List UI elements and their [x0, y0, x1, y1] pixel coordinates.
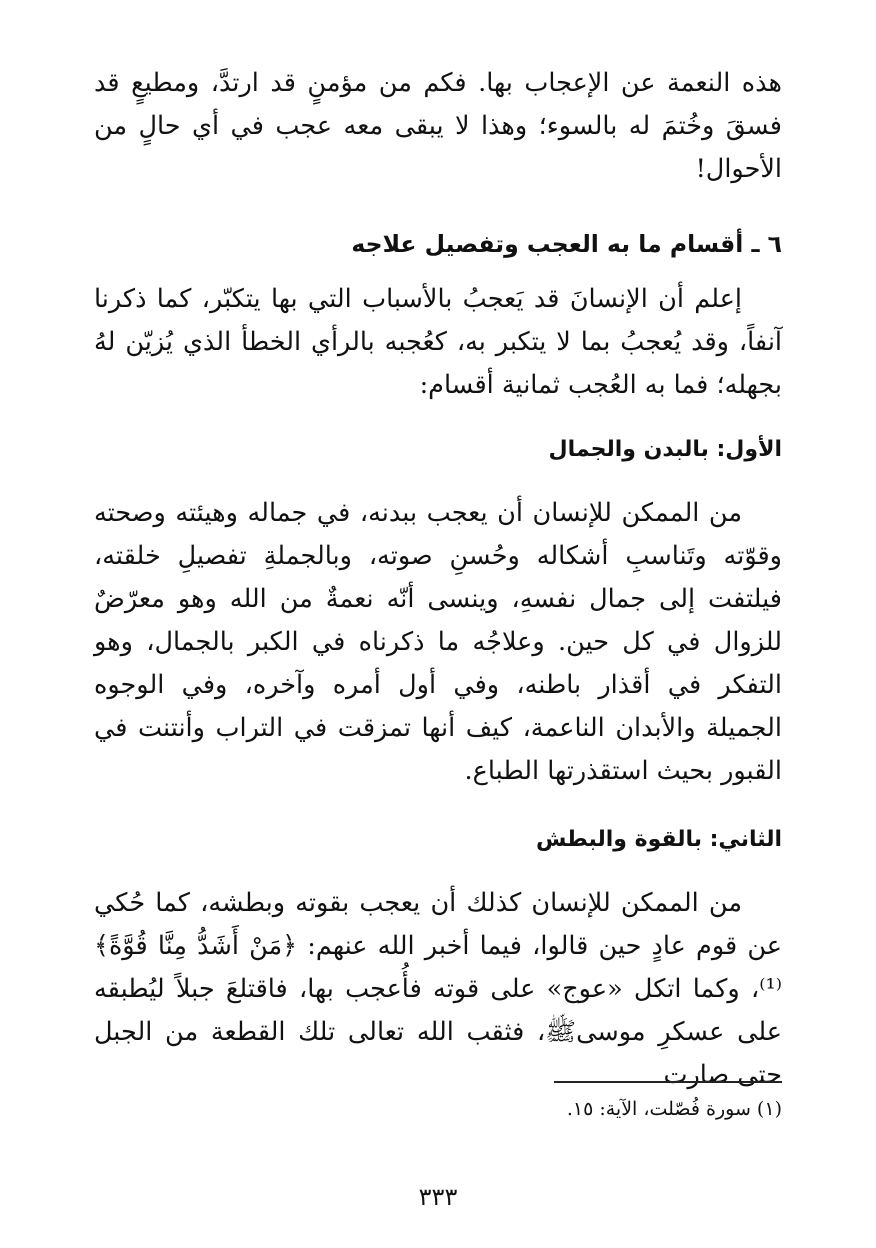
second-type-paragraph: من الممكن للإنسان كذلك أن يعجب بقوته وبطشه، كما حُكي عن قوم عادٍ حين قالوا، فيما أخبر الله عنهم: ﴿مَنْ أَشَدُّ مِنَّا قُوَّةً﴾⁽¹⁾، وكما اتكل «عوج» على قوته فأُعجب بها، فاقتلعَ جبلاً ليُطبقه على عسكرِ موسىﷺ، فثقب الله تعالى تلك القطعة من الجبل حتى صارت: [94, 888, 783, 1090]
first-type-paragraph: من الممكن للإنسان أن يعجب ببدنه، في جماله وهيئته وصحته وقوّته وتَناسبِ أشكاله وحُسنِ صوته، وبالجملةِ تفصيلِ خلقته، فيلتفت إلى جمال نفسهِ، وينسى أنّه نعمةٌ من الله وهو معرّضٌ للزوال في كل حين. وعلاجُه ما ذكرناه في الكبر بالجمال، وهو التفكر في أقذار باطنه، وفي أول أمره وآخره، وفي الوجوه الجميلة والأبدان الناعمة، كيف أنها تمزقت في التراب وأنتنت في القبور بحيث استقذرتها الطباع.: [94, 498, 782, 786]
section-6-heading: ٦ ـ أقسام ما به العجب وتفصيل علاجه: [351, 230, 782, 258]
intro-paragraph: هذه النعمة عن الإعجاب بها. فكم من مؤمنٍ قد ارتدَّ، ومطيعٍ قد فسقَ وخُتمَ له بالسوء؛ وهذا لا يبقى معه عجب في أي حالٍ من الأحوال!: [94, 68, 782, 184]
page-number: ٣٣٣: [418, 1183, 458, 1211]
second-type-heading: الثاني: بالقوة والبطش: [535, 827, 782, 852]
footnote: (١) سورة فُصّلت، الآية: ١٥.: [566, 1098, 782, 1120]
section-6-paragraph: إعلم أن الإنسانَ قد يَعجبُ بالأسباب التي بها يتكبّر، كما ذكرنا آنفاً، وقد يُعجبُ بما لا يتكبر به، كعُجبه بالرأي الخطأ الذي يُزيّن لهُ بجهله؛ فما به العُجب ثمانية أقسام:: [94, 284, 782, 400]
footnote-separator: [554, 1081, 782, 1083]
first-type-heading: الأول: بالبدن والجمال: [548, 437, 782, 462]
